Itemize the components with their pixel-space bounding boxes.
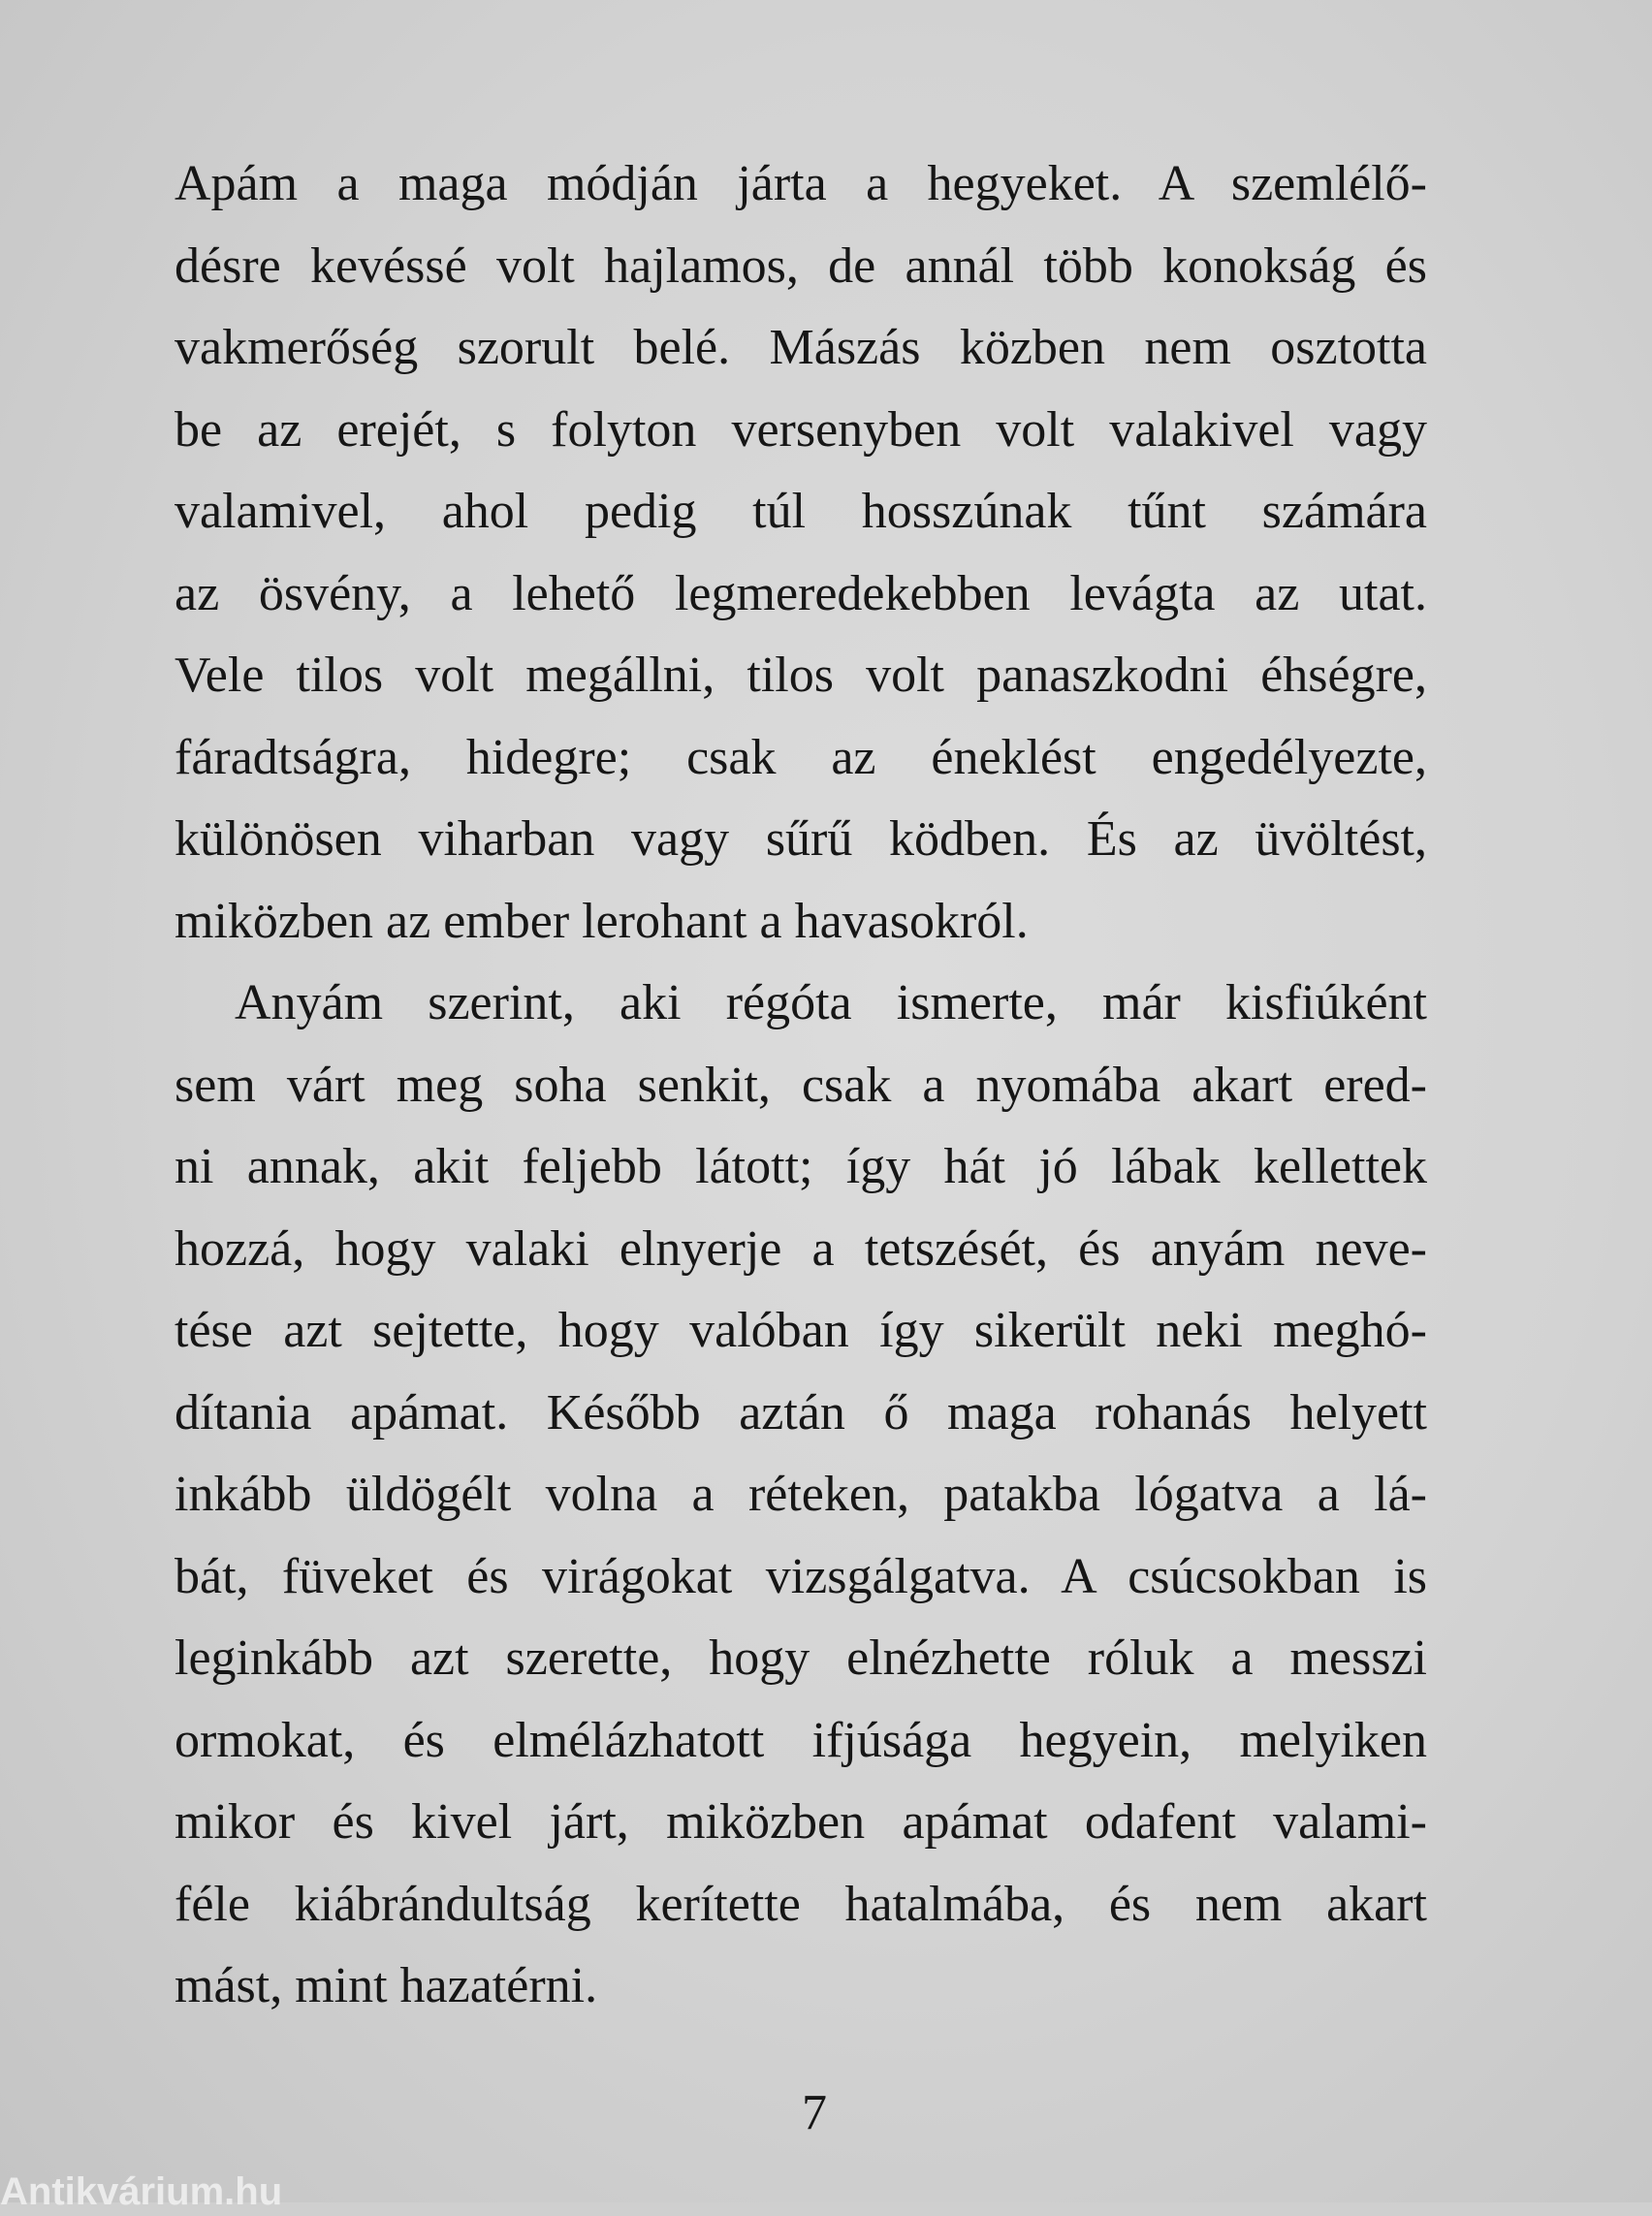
text-line: Apám a maga módján járta a hegyeket. A szemlélő- (175, 156, 1427, 211)
text-line: Vele tilos volt megállni, tilos volt panaszkodni éhségre, (175, 648, 1427, 703)
text-line: be az erejét, s folyton versenyben volt valakivel vagy (175, 401, 1427, 458)
paragraph (175, 143, 1427, 963)
bleed-through-text (175, 8, 1435, 124)
text-line: ormokat, és elmélázhatott ifjúsága hegyein, melyiken (175, 1712, 1427, 1768)
page-number: 7 (802, 2085, 827, 2140)
text-line: ni annak, akit feljebb látott; így hát jó lábak kellettek (175, 1139, 1427, 1194)
text-line: tése azt sejtette, hogy valóban így sikerült neki meghó- (175, 1303, 1427, 1358)
text-line: inkább üldögélt volna a réteken, patakba lógatva a lá- (175, 1467, 1427, 1522)
text-line: fáradtságra, hidegre; csak az éneklést engedélyezte, (175, 729, 1427, 785)
text-line: bát, füveket és virágokat vizsgálgatva. A csúcsokban is (175, 1548, 1427, 1604)
text-line: vakmerőség szorult belé. Mászás közben nem osztotta (175, 320, 1427, 375)
text-line: féle kiábrándultság kerítette hatalmába, és nem akart (175, 1876, 1427, 1932)
text-line: mást, mint hazatérni. (175, 1958, 598, 2013)
text-line: az ösvény, a lehető legmeredekebben levágta az utat. (175, 565, 1427, 621)
text-line: dítania apámat. Később aztán ő maga rohanás helyett (175, 1384, 1427, 1440)
text-line: mikor és kivel járt, miközben apámat odafent valami- (175, 1794, 1427, 1850)
text-line: valamivel, ahol pedig túl hosszúnak tűnt számára (175, 484, 1427, 539)
watermark: Antikvárium.hu (0, 2170, 283, 2213)
text-line: désre kevéssé volt hajlamos, de annál több konokság és (175, 237, 1427, 294)
text-line: Anyám szerint, aki régóta ismerte, már kisfiúként (235, 975, 1427, 1030)
text-line: különösen viharban vagy sűrű ködben. És az üvöltést, (175, 811, 1427, 867)
text-line: sem várt meg soha senkit, csak a nyomába akart ered- (175, 1057, 1427, 1113)
text-line: hozzá, hogy valaki elnyerje a tetszését, és anyám neve- (175, 1220, 1427, 1277)
body-text (175, 143, 1427, 2028)
text-line: leginkább azt szerette, hogy elnézhette róluk a messzi (175, 1630, 1427, 1686)
text-line: miközben az ember lerohant a havasokról. (175, 893, 1029, 949)
paragraph (175, 963, 1427, 2028)
